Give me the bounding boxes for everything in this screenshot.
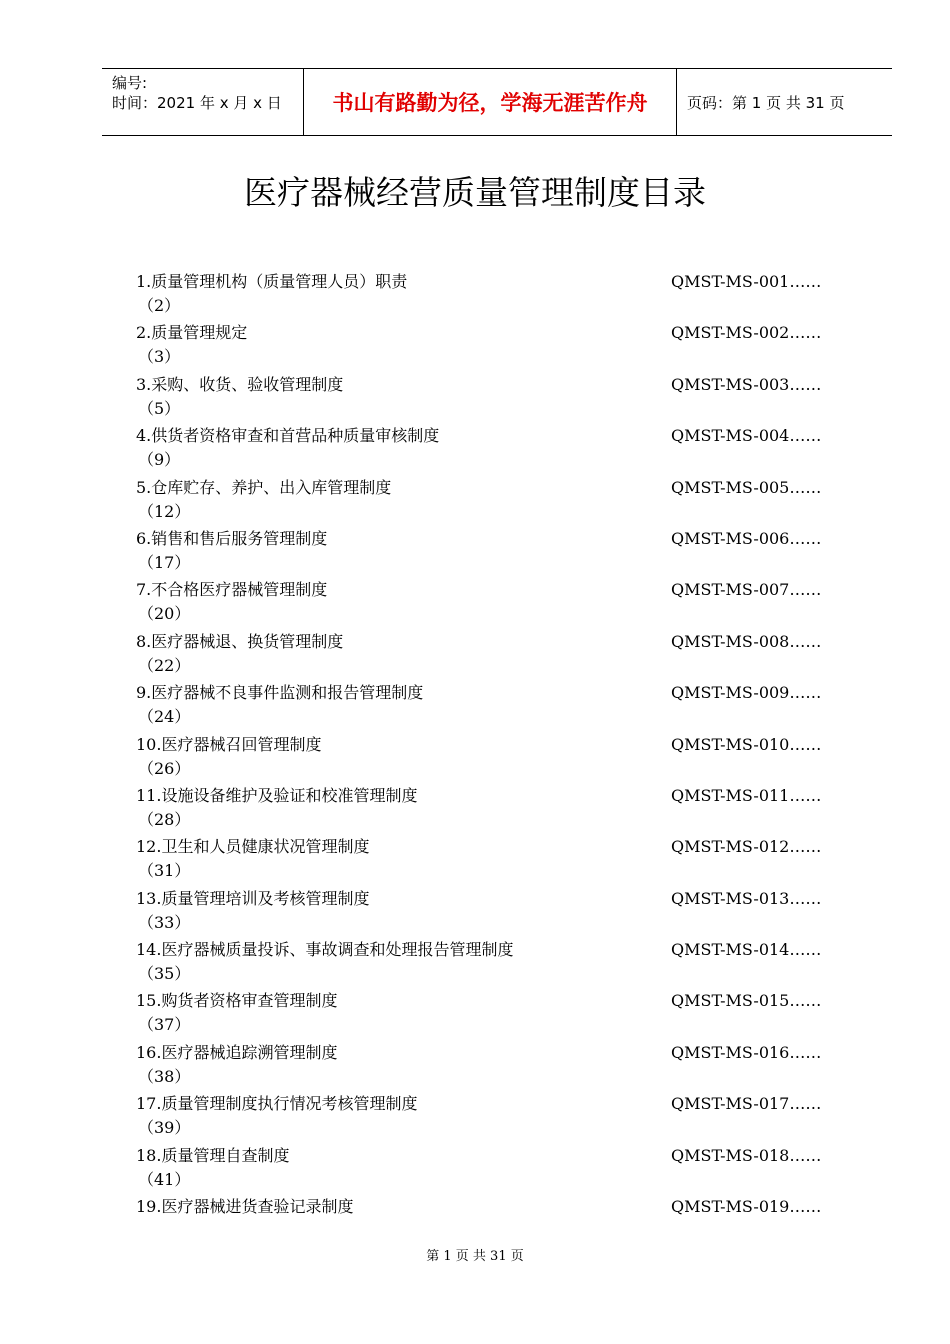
toc-item xyxy=(136,420,836,471)
toc-item-title: 14.医疗器械质量投诉、事故调查和处理报告管理制度 xyxy=(136,940,514,960)
toc-item-page: （22） xyxy=(138,655,191,675)
header-number-label: 编号: xyxy=(112,74,148,92)
toc-item xyxy=(136,1140,836,1191)
table-of-contents xyxy=(136,266,836,1242)
toc-item-code: QMST-MS-017…… xyxy=(671,1094,822,1114)
document-header xyxy=(102,68,892,136)
toc-item-title: 2.质量管理规定 xyxy=(136,323,248,343)
toc-item xyxy=(136,523,836,574)
toc-item-title: 11.设施设备维护及验证和校准管理制度 xyxy=(136,785,418,805)
toc-item-page: （26） xyxy=(138,758,191,778)
page-footer: 第 1 页 共 31 页 xyxy=(426,1249,524,1264)
toc-item xyxy=(136,472,836,523)
toc-item-code: QMST-MS-019…… xyxy=(671,1197,822,1217)
toc-item-code: QMST-MS-014…… xyxy=(671,940,822,960)
toc-item xyxy=(136,883,836,934)
header-page-info: 页码：第 1 页 共 31 页 xyxy=(687,93,845,112)
toc-item-code: QMST-MS-010…… xyxy=(671,734,822,754)
toc-item-title: 18.质量管理自查制度 xyxy=(136,1145,290,1165)
toc-item-page: （3） xyxy=(138,347,181,367)
toc-item-title: 19.医疗器械进货查验记录制度 xyxy=(136,1197,354,1217)
toc-item-code: QMST-MS-016…… xyxy=(671,1042,822,1062)
toc-item-page: （5） xyxy=(138,398,181,418)
toc-item-title: 12.卫生和人员健康状况管理制度 xyxy=(136,837,370,857)
toc-item-title: 10.医疗器械召回管理制度 xyxy=(136,734,322,754)
toc-item-title: 6.销售和售后服务管理制度 xyxy=(136,528,328,548)
toc-item-page: （2） xyxy=(138,296,181,315)
toc-item-title: 7.不合格医疗器械管理制度 xyxy=(136,580,328,600)
header-divider-right xyxy=(676,69,677,135)
toc-item-code: QMST-MS-001…… xyxy=(671,272,822,291)
toc-item-page: （12） xyxy=(138,501,191,521)
toc-item-page: （24） xyxy=(138,707,191,727)
toc-item-code: QMST-MS-009…… xyxy=(671,683,822,703)
header-time-label: 时间：2021 年 x 月 x 日 xyxy=(112,94,282,112)
toc-item-page: （35） xyxy=(138,964,191,984)
toc-item-title: 9.医疗器械不良事件监测和报告管理制度 xyxy=(136,683,424,703)
toc-item xyxy=(136,266,836,317)
toc-item-code: QMST-MS-008…… xyxy=(671,631,822,651)
toc-item-page: （38） xyxy=(138,1066,191,1086)
header-meta xyxy=(112,73,282,113)
toc-item-code: QMST-MS-011…… xyxy=(671,785,822,805)
toc-item xyxy=(136,369,836,420)
toc-item-code: QMST-MS-012…… xyxy=(671,837,822,857)
toc-item xyxy=(136,677,836,728)
toc-item-code: QMST-MS-005…… xyxy=(671,477,822,497)
toc-item-title: 4.供货者资格审查和首营品种质量审核制度 xyxy=(136,426,440,446)
toc-item xyxy=(136,574,836,625)
toc-item xyxy=(136,934,836,985)
toc-item xyxy=(136,831,836,882)
toc-item-title: 5.仓库贮存、养护、出入库管理制度 xyxy=(136,477,392,497)
toc-item-title: 1.质量管理机构（质量管理人员）职责 xyxy=(136,272,408,291)
toc-item-page: （20） xyxy=(138,604,191,624)
toc-item-code: QMST-MS-013…… xyxy=(671,888,822,908)
toc-item xyxy=(136,1191,836,1242)
toc-item-page: （39） xyxy=(138,1118,191,1138)
toc-item-page: （41） xyxy=(138,1169,191,1189)
toc-item-page: （28） xyxy=(138,809,191,829)
toc-item-title: 3.采购、收货、验收管理制度 xyxy=(136,374,344,394)
toc-item-page: （9） xyxy=(138,450,181,470)
toc-item xyxy=(136,317,836,368)
toc-item-code: QMST-MS-015…… xyxy=(671,991,822,1011)
toc-item-title: 16.医疗器械追踪溯管理制度 xyxy=(136,1042,338,1062)
toc-item-code: QMST-MS-007…… xyxy=(671,580,822,600)
toc-item-page: （37） xyxy=(138,1015,191,1035)
toc-item-code: QMST-MS-004…… xyxy=(671,426,822,446)
toc-item xyxy=(136,1037,836,1088)
toc-item-title: 8.医疗器械退、换货管理制度 xyxy=(136,631,344,651)
toc-item-page: （31） xyxy=(138,861,191,881)
toc-item-title: 15.购货者资格审查管理制度 xyxy=(136,991,338,1011)
toc-item xyxy=(136,1088,836,1139)
toc-item-code: QMST-MS-006…… xyxy=(671,528,822,548)
toc-item-code: QMST-MS-018…… xyxy=(671,1145,822,1165)
toc-item xyxy=(136,780,836,831)
toc-item-code: QMST-MS-003…… xyxy=(671,374,822,394)
toc-item-page: （33） xyxy=(138,912,191,932)
toc-item xyxy=(136,729,836,780)
toc-item-code: QMST-MS-002…… xyxy=(671,323,822,343)
toc-item xyxy=(136,626,836,677)
toc-item-page: （17） xyxy=(138,552,191,572)
toc-item-title: 17.质量管理制度执行情况考核管理制度 xyxy=(136,1094,418,1114)
header-motto: 书山有路勤为径，学海无涯苦作舟 xyxy=(332,91,648,115)
toc-item-title: 13.质量管理培训及考核管理制度 xyxy=(136,888,370,908)
page-title: 医疗器械经营质量管理制度目录 xyxy=(244,173,706,212)
toc-item xyxy=(136,985,836,1036)
